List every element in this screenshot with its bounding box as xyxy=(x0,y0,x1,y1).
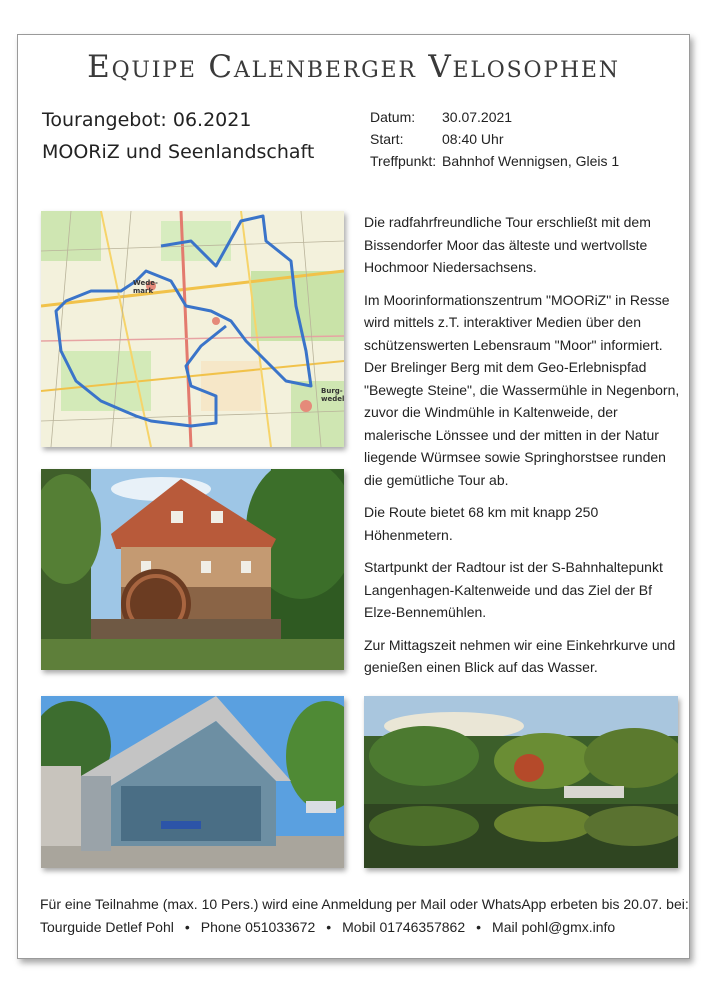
separator-bullet: • xyxy=(326,919,332,935)
phone-number[interactable]: Phone 051033672 xyxy=(200,919,316,935)
mobile-number[interactable]: Mobil 01746357862 xyxy=(342,919,466,935)
info-row-meeting-point xyxy=(370,150,619,172)
registration-note: Für eine Teilnahme (max. 10 Pers.) wird eine Anmeldung per Mail oder WhatsApp erbeten bis 20.07. bei: xyxy=(40,896,689,912)
tour-info xyxy=(370,106,619,172)
description-paragraph: Im Moorinformationszentrum "MOORiZ" in Resse wird mittels z.T. interaktiver Medien über den schützenswerten Lebensraum "Moor" informiert. Der Brelinger Berg mit dem Geo-Erlebnispfad "Bewegte Steine", die Wassermühle in Negenborn, zuvor die Windmühle in Kaltenweide, der malerische Lönssee und der mitten in der Natur liegende Würmsee sowie Springhorstsee runden die gemütliche Tour ab. xyxy=(364,291,680,488)
route-map xyxy=(41,211,344,447)
tourguide-name: Tourguide Detlef Pohl xyxy=(40,919,174,935)
flyer-sheet xyxy=(17,34,690,959)
tour-offer: Tourangebot: 06.2021 xyxy=(42,109,252,131)
watermill-photo xyxy=(41,469,344,670)
info-value: 08:40 Uhr xyxy=(442,131,504,147)
svg-text:wedel: wedel xyxy=(321,395,344,403)
info-value: Bahnhof Wennigsen, Gleis 1 xyxy=(442,153,620,169)
info-label: Start: xyxy=(370,131,404,147)
map-label-burgwedel: Burg- xyxy=(321,387,343,395)
contact-line xyxy=(40,916,689,939)
separator-bullet: • xyxy=(476,919,482,935)
info-label: Treffpunkt: xyxy=(370,153,437,169)
info-row-start xyxy=(370,128,619,150)
info-row-date xyxy=(370,106,619,128)
description-paragraph: Zur Mittagszeit nehmen wir eine Einkehrkurve und genießen einen Blick auf das Wasser. xyxy=(364,636,676,675)
description-paragraph: Die Route bietet 68 km mit knapp 250 Höhenmetern. xyxy=(364,504,599,543)
club-title: Equipe Calenberger Velosophen xyxy=(87,49,620,85)
registration-footer xyxy=(40,893,689,939)
separator-bullet: • xyxy=(184,919,190,935)
map-label-wedemark: Wede- xyxy=(133,279,158,287)
info-label: Datum: xyxy=(370,109,416,125)
description-paragraph: Die radfahrfreundliche Tour erschließt mit dem Bissendorfer Moor das älteste und wertvollste Hochmoor Niedersachsens. xyxy=(364,214,651,275)
lake-photo xyxy=(364,696,678,868)
tour-description xyxy=(364,211,684,689)
route-map-graphic xyxy=(41,211,344,447)
info-value: 30.07.2021 xyxy=(442,109,513,125)
description-paragraph: Startpunkt der Radtour ist der S-Bahnhaltepunkt Langenhagen-Kaltenweide und das Ziel der Bf Elze-Bennemühlen. xyxy=(364,559,663,620)
mooriz-building-photo xyxy=(41,696,344,868)
mail-address[interactable]: Mail pohl@gmx.info xyxy=(492,919,616,935)
svg-text:mark: mark xyxy=(133,287,154,295)
tour-name: MOORiZ und Seenlandschaft xyxy=(42,141,315,163)
